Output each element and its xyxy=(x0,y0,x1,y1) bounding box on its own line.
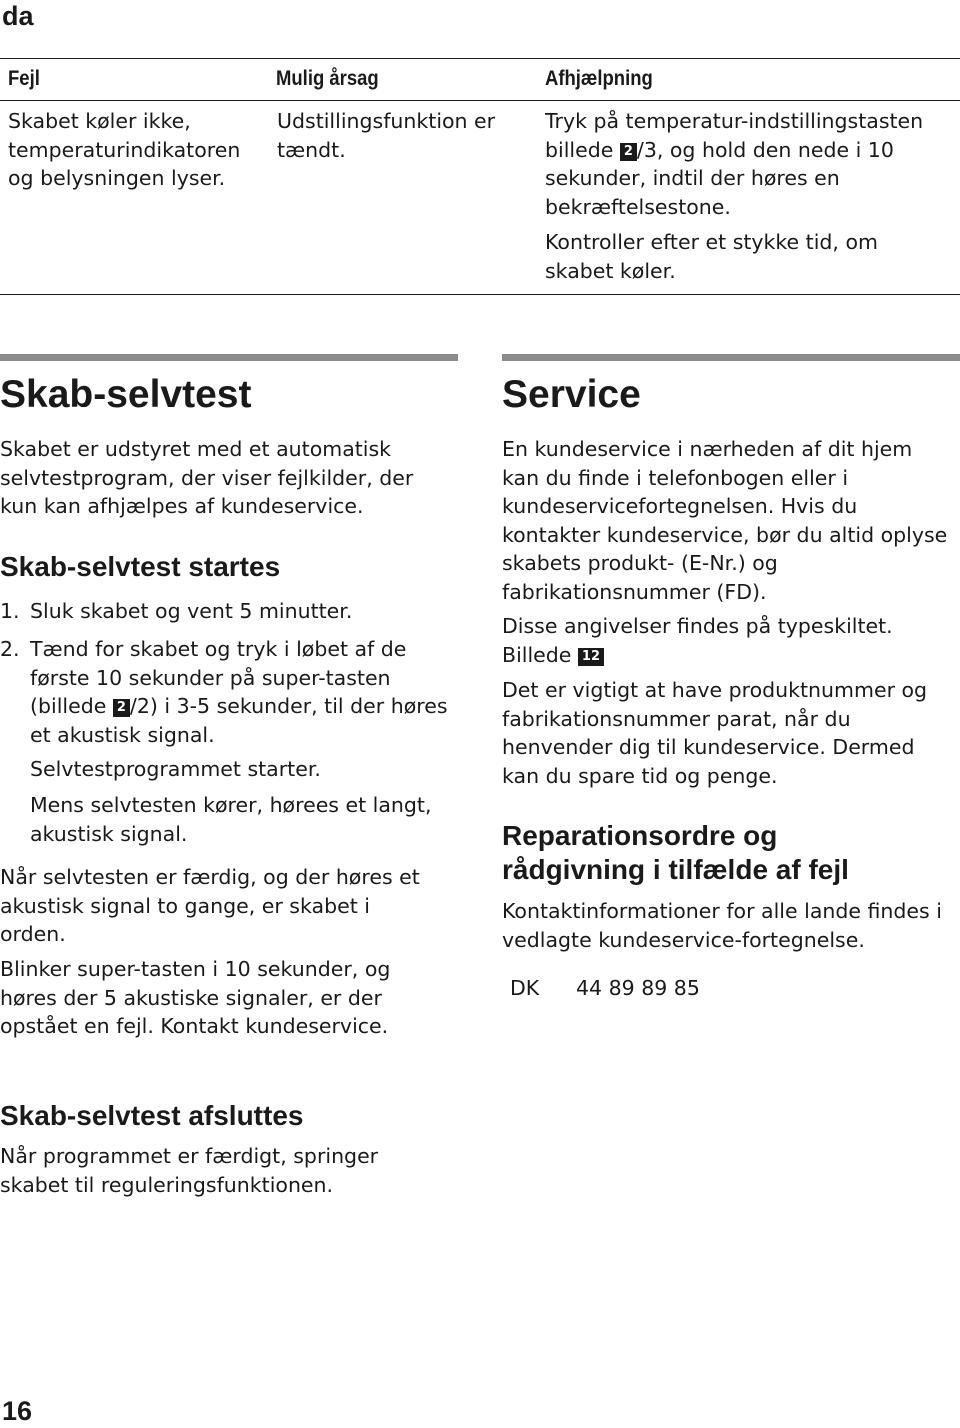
language-code: da xyxy=(2,1,34,31)
table-bottom-rule xyxy=(0,294,960,295)
service-paragraph-2-text: Disse angivelser findes på typeskiltet. Billede xyxy=(502,614,893,667)
selftest-error-text: Blinker super-tasten i 10 sekunder, og høres der 5 akustiske signaler, er der opstået en fejl. Kontakt kundeservice. xyxy=(0,957,391,1038)
repair-text: Kontaktinformationer for alle lande findes i vedlagte kundeservice-fortegnelse. xyxy=(502,899,942,952)
step-2-text xyxy=(30,635,460,749)
remedy-text-a: Tryk på temperatur-indstillingstasten billede xyxy=(545,109,924,162)
subheading-start: Skab-selvtest startes xyxy=(0,551,281,582)
table-cell-remedy-check: Kontroller efter et stykke tid, om skabet køler. xyxy=(545,230,878,283)
table-header-fault: Fejl xyxy=(8,67,40,90)
subheading-repair: Reparationsordre og rådgivning i tilfælde af fejl xyxy=(502,820,849,885)
step-2-number: 2. xyxy=(0,637,20,661)
table-cell-cause: Udstillingsfunktion er tændt. xyxy=(277,109,496,162)
service-paragraph-2 xyxy=(502,612,954,669)
selftest-ok-text: Når selvtesten er færdig, og der høres et akustisk signal to gange, er skabet i orden. xyxy=(0,865,420,946)
selftest-end-text: Når programmet er færdigt, springer skabet til reguleringsfunktionen. xyxy=(0,1144,379,1197)
step-1-number: 1. xyxy=(0,599,20,623)
page-number: 16 xyxy=(2,1396,33,1426)
section-bar-left xyxy=(0,354,458,361)
table-cell-remedy-step xyxy=(545,107,955,221)
selftest-intro: Skabet er udstyret med et automatisk selvtestprogram, der viser fejlkilder, der kun kan afhjælpes af kundeservice. xyxy=(0,437,414,518)
figure-ref-badge: 2 xyxy=(113,699,130,717)
phone-number: 44 89 89 85 xyxy=(576,976,700,1000)
figure-ref-badge: 2 xyxy=(620,143,637,161)
table-header-remedy: Afhjælpning xyxy=(545,67,653,90)
section-title-service: Service xyxy=(502,373,641,416)
section-title-selftest: Skab-selvtest xyxy=(0,373,252,416)
step-2 xyxy=(0,635,460,749)
step-2-text-a: Tænd for skabet og tryk i løbet af de første 10 sekunder på super-tasten (billede xyxy=(30,637,407,718)
table-header-cause: Mulig årsag xyxy=(276,67,379,90)
service-paragraph-3: Det er vigtigt at have produktnummer og fabrikationsnummer parat, når du henvender dig til kundeservice. Dermed kan du spare tid og penge. xyxy=(502,678,928,788)
service-paragraph-1: En kundeservice i nærheden af dit hjem kan du finde i telefonbogen eller i kundeservicefortegnelsen. Hvis du kontakter kundeservice, bør du altid oplyse skabets produkt- (E-Nr.) og fabrikationsnummer (FD). xyxy=(502,437,948,604)
table-cell-fault: Skabet køler ikke, temperaturindikatoren og belysningen lyser. xyxy=(8,109,241,190)
step-1-text: Sluk skabet og vent 5 minutter. xyxy=(30,599,353,623)
country-code: DK xyxy=(510,976,540,1000)
table-header-rule xyxy=(0,100,960,101)
section-bar-right xyxy=(502,354,960,361)
figure-ref-badge: 12 xyxy=(578,648,604,666)
subheading-end: Skab-selvtest afsluttes xyxy=(0,1100,304,1131)
remedy-text-b: /3, og hold den nede i 10 sekunder, indtil der høres en bekræftelsestone. xyxy=(545,137,894,219)
step-2-result: Selvtestprogrammet starter. xyxy=(30,757,321,781)
step-1 xyxy=(0,597,460,626)
table-top-rule xyxy=(0,58,960,59)
step-2-text-b: /2) i 3-5 sekunder, til der høres et akustisk signal. xyxy=(30,694,448,747)
step-2-note: Mens selvtesten kører, hørees et langt, akustisk signal. xyxy=(30,793,432,846)
